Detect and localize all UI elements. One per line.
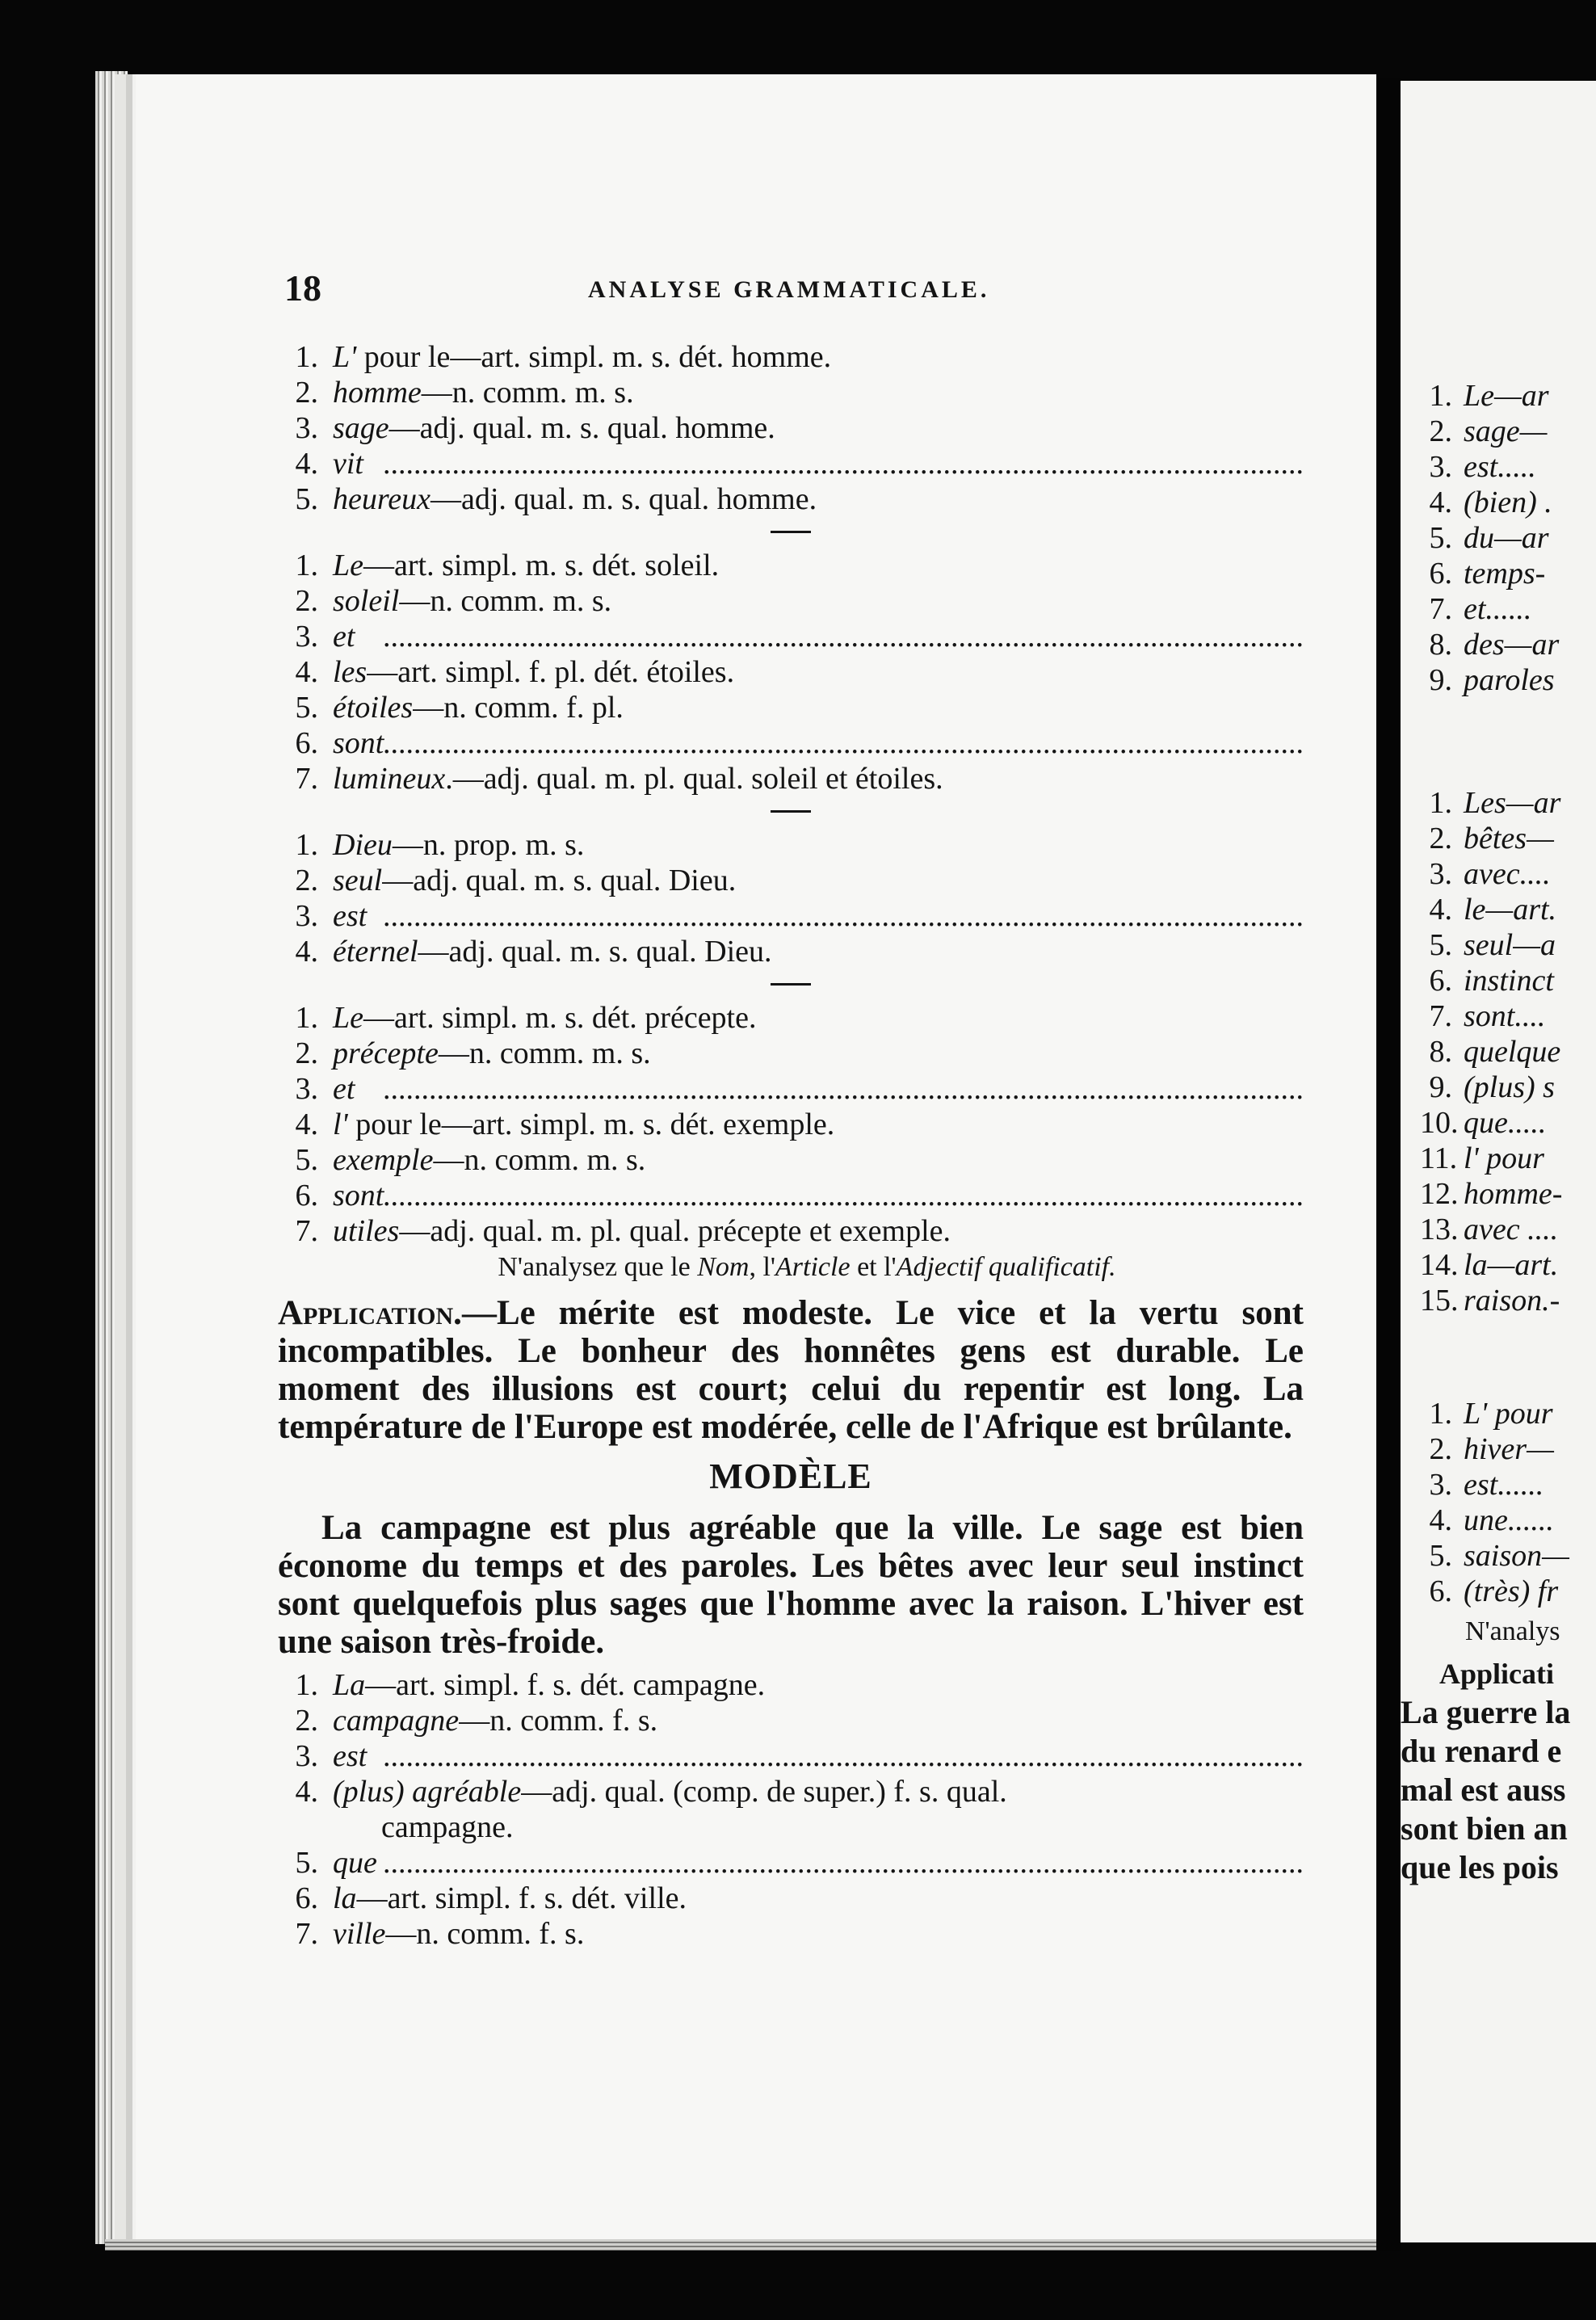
analyzed-word: sage <box>333 411 389 445</box>
right-application-line: mal est auss <box>1401 1772 1566 1808</box>
right-analysis-line <box>1420 1574 1596 1609</box>
analyzed-word: (bien) . <box>1464 485 1552 519</box>
analyzed-word: Le <box>333 1001 363 1035</box>
line-number: 3. <box>1429 450 1452 484</box>
analysis-line <box>278 898 1304 934</box>
analyzed-word: l' pour <box>1464 1141 1544 1175</box>
book-gutter <box>1376 78 1401 2251</box>
right-analysis-line <box>1420 1467 1596 1503</box>
right-analysis-line <box>1420 591 1596 627</box>
line-number: 4. <box>295 655 318 689</box>
word-analysis: —n. comm. f. s. <box>385 1917 585 1951</box>
line-number: 8. <box>1429 628 1452 662</box>
word-analysis: .—adj. qual. m. pl. qual. soleil et étoiles. <box>445 762 943 796</box>
analyzed-word: exemple <box>333 1143 434 1177</box>
analysis-line <box>278 1774 1304 1809</box>
analysis-line <box>278 761 1304 796</box>
right-application-line: Applicati <box>1439 1658 1555 1690</box>
right-analysis-line <box>1420 520 1596 556</box>
analysis-line <box>278 619 1304 654</box>
note-mid1: , l' <box>749 1252 776 1282</box>
analysis-line <box>278 1178 1304 1213</box>
right-page-content <box>1401 378 1596 1887</box>
analysis-line <box>278 1213 1304 1249</box>
line-number: 2. <box>1429 1432 1452 1466</box>
right-analysis-line <box>1420 556 1596 591</box>
line-number: 4. <box>295 447 318 481</box>
line-number: 2. <box>295 376 318 410</box>
right-application-line: La guerre la <box>1401 1694 1571 1730</box>
analyzed-word: bêtes— <box>1464 822 1554 855</box>
page-bottom-edge <box>105 2239 1381 2251</box>
analyzed-word: et...... <box>1464 592 1532 626</box>
analyzed-word: raison.- <box>1464 1284 1560 1318</box>
line-number: 2. <box>1429 822 1452 855</box>
line-number: 4. <box>295 1775 318 1809</box>
analyzed-word: est..... <box>1464 450 1536 484</box>
dot-leader: ........................................................................................................................ <box>383 1739 1304 1773</box>
analysis-line <box>278 827 1304 863</box>
line-number: 1. <box>295 1001 318 1035</box>
analysis-line <box>278 1071 1304 1107</box>
note-article: Article <box>775 1252 850 1282</box>
word-analysis: —art. simpl. m. s. dét. soleil. <box>363 548 720 582</box>
spacer <box>278 1661 1304 1667</box>
word-analysis: —adj. qual. m. s. qual. homme. <box>388 411 775 445</box>
line-number: 1. <box>295 340 318 374</box>
line-number: 5. <box>295 482 318 516</box>
analysis-line <box>278 1667 1304 1703</box>
word-analysis: —adj. qual. m. s. qual. homme. <box>430 482 817 516</box>
line-number: 4. <box>295 1107 318 1141</box>
analyzed-word: utiles <box>333 1214 400 1248</box>
analyzed-word: éternel <box>333 935 418 969</box>
line-number: 3. <box>1429 1468 1452 1502</box>
word-analysis: —n. prop. m. s. <box>392 828 585 862</box>
word-analysis: campagne. <box>381 1810 514 1844</box>
analyzed-word: précepte <box>333 1036 439 1070</box>
dot-leader: ........................................................................................................................ <box>383 726 1304 760</box>
word-analysis: —art. simpl. m. s. dét. précepte. <box>363 1001 757 1035</box>
line-number: 1. <box>1429 786 1452 820</box>
line-number: 6. <box>295 1179 318 1213</box>
analyzed-word: instinct <box>1464 964 1554 998</box>
word-analysis: —n. comm. m. s. <box>399 584 612 618</box>
right-analysis-line <box>1420 892 1596 927</box>
right-analysis-line <box>1420 1034 1596 1070</box>
analyzed-word: Dieu <box>333 828 393 862</box>
analysis-line <box>278 1809 1304 1845</box>
note-prefix: N'analysez que le <box>498 1252 698 1282</box>
analysis-line <box>278 863 1304 898</box>
word-analysis: —n. comm. m. s. <box>438 1036 651 1070</box>
line-number: 6. <box>1429 964 1452 998</box>
analyzed-word: soleil <box>333 584 400 618</box>
analyzed-word: lumineux <box>333 762 446 796</box>
analyzed-word: Le—ar <box>1464 379 1549 413</box>
analyzed-word: vit <box>333 447 363 481</box>
line-number: 3. <box>295 899 318 933</box>
line-number: 1. <box>295 828 318 862</box>
modele-heading: MODÈLE <box>709 1456 872 1496</box>
analyzed-word: les <box>333 655 368 689</box>
section-gap <box>1420 698 1596 785</box>
analyzed-word: heureux <box>333 482 430 516</box>
analysis-line <box>278 548 1304 583</box>
analyzed-word: du—ar <box>1464 521 1549 555</box>
analysis-line <box>278 1142 1304 1178</box>
right-analysis-line <box>1420 821 1596 856</box>
page-number: 18 <box>284 267 321 309</box>
analyzed-word: la—art. <box>1464 1248 1559 1282</box>
analyzed-word: seul <box>333 864 383 897</box>
note-adjectif: Adjectif qualificatif. <box>896 1252 1116 1282</box>
analyzed-word: L' <box>333 340 357 374</box>
analysis-line <box>278 375 1304 410</box>
word-analysis: —art. simpl. f. s. dét. ville. <box>356 1881 687 1915</box>
analyzed-word: sont.... <box>1464 999 1546 1033</box>
right-application-line: du renard e <box>1401 1733 1562 1769</box>
right-analysis-line <box>1420 785 1596 821</box>
right-analysis-line <box>1420 1070 1596 1105</box>
analyzed-word: temps- <box>1464 557 1546 591</box>
line-number: 5. <box>1429 521 1452 555</box>
line-number: 6. <box>1429 1574 1452 1608</box>
section-gap <box>1420 1318 1596 1396</box>
left-page-content <box>278 339 1304 1952</box>
dot-leader: ........................................................................................................................ <box>383 1846 1304 1880</box>
right-analysis-line <box>1420 414 1596 449</box>
right-analysis-line <box>1420 927 1596 963</box>
instruction-note <box>278 1252 1304 1291</box>
right-analysis-line <box>1420 627 1596 662</box>
line-number: 2. <box>295 1036 318 1070</box>
line-number: 1. <box>1429 379 1452 413</box>
line-number: 2. <box>295 1704 318 1738</box>
section-divider <box>771 983 811 986</box>
analyzed-word: Le <box>333 548 363 582</box>
line-number: 8. <box>1429 1035 1452 1069</box>
dot-leader: ........................................................................................................................ <box>383 1179 1304 1213</box>
analyzed-word: que <box>333 1846 377 1880</box>
analysis-line <box>278 446 1304 481</box>
line-number: 7. <box>1429 592 1452 626</box>
word-analysis: pour le—art. simpl. m. s. dét. exemple. <box>347 1107 835 1141</box>
note-mid2: et l' <box>850 1252 897 1282</box>
right-analysis-line <box>1420 1105 1596 1141</box>
application-label: Application. <box>278 1294 462 1332</box>
dot-leader: ........................................................................................................................ <box>383 620 1304 654</box>
analysis-line <box>278 1738 1304 1774</box>
analyzed-word: et <box>333 620 355 654</box>
line-number: 5. <box>1429 928 1452 962</box>
line-number: 1. <box>295 1668 318 1702</box>
word-analysis: —n. comm. f. pl. <box>413 691 624 725</box>
analysis-line <box>278 1845 1304 1881</box>
analyzed-word: est <box>333 899 368 933</box>
analyzed-word: hiver— <box>1464 1432 1554 1466</box>
line-number: 9. <box>1429 1070 1452 1104</box>
right-analysis-line <box>1420 1141 1596 1176</box>
word-analysis: pour le—art. simpl. m. s. dét. homme. <box>356 340 832 374</box>
analyzed-word: (très) fr <box>1464 1574 1559 1608</box>
analysis-line <box>278 725 1304 761</box>
line-number: 4. <box>1429 485 1452 519</box>
line-number: 4. <box>295 935 318 969</box>
modele-paragraph: La campagne est plus agréable que la ville. Le sage est bien économe du temps et des paroles. Les bêtes avec leur seul instinct sont quelquefois plus sages que l'homme avec la raison. L'hiver est une saison très-froide. <box>278 1509 1304 1661</box>
analysis-line <box>278 690 1304 725</box>
line-number: 3. <box>295 1072 318 1106</box>
analyzed-word: et <box>333 1072 355 1106</box>
analyzed-word: sage— <box>1464 414 1548 448</box>
right-analysis-line <box>1420 485 1596 520</box>
word-analysis: —art. simpl. f. s. dét. campagne. <box>365 1668 766 1702</box>
analyzed-word: est <box>333 1739 368 1773</box>
running-title: ANALYSE GRAMMATICALE. <box>588 276 990 303</box>
line-number: 5. <box>295 1143 318 1177</box>
analysis-line <box>278 934 1304 969</box>
analysis-line <box>278 1703 1304 1738</box>
analyzed-word: la <box>333 1881 357 1915</box>
line-number: 2. <box>295 584 318 618</box>
line-number: 15. <box>1420 1284 1459 1318</box>
analyzed-word: le—art. <box>1464 893 1557 927</box>
line-number: 6. <box>295 726 318 760</box>
line-number: 13. <box>1420 1213 1459 1246</box>
line-number: 10. <box>1420 1106 1459 1140</box>
word-analysis: —n. comm. m. s. <box>421 376 634 410</box>
analyzed-word: sont <box>333 1179 384 1213</box>
line-number: 1. <box>1429 1397 1452 1431</box>
analysis-line <box>278 1881 1304 1916</box>
line-number: 2. <box>295 864 318 897</box>
analyzed-word: homme <box>333 376 422 410</box>
right-instruction-note: N'analys <box>1465 1616 1560 1646</box>
analyzed-word: sont <box>333 726 384 760</box>
section-divider <box>771 810 811 813</box>
word-analysis: —n. comm. f. s. <box>459 1704 658 1738</box>
analysis-line <box>278 654 1304 690</box>
application-paragraph <box>278 1294 1304 1446</box>
analyzed-word: avec.... <box>1464 857 1551 891</box>
dot-leader: ........................................................................................................................ <box>383 447 1304 481</box>
right-analysis-line <box>1420 449 1596 485</box>
analysis-line <box>278 1107 1304 1142</box>
right-application-line: sont bien an <box>1401 1810 1568 1847</box>
line-number: 3. <box>295 411 318 445</box>
right-analysis-line <box>1420 998 1596 1034</box>
line-number: 5. <box>1429 1539 1452 1573</box>
analysis-line <box>278 1916 1304 1952</box>
word-analysis: —adj. qual. m. s. qual. Dieu. <box>418 935 772 969</box>
section-divider <box>771 531 811 533</box>
analyzed-word: (plus) agréable <box>333 1775 522 1809</box>
analyzed-word: une...... <box>1464 1503 1554 1537</box>
analyzed-word: que..... <box>1464 1106 1547 1140</box>
analyzed-word: campagne <box>333 1704 460 1738</box>
right-analysis-line <box>1420 1431 1596 1467</box>
analysis-line <box>278 1000 1304 1036</box>
right-analysis-line <box>1420 1212 1596 1247</box>
analyzed-word: ville <box>333 1917 386 1951</box>
analyzed-word: avec .... <box>1464 1213 1559 1246</box>
note-nom: Nom <box>697 1252 750 1282</box>
right-analysis-line <box>1420 662 1596 698</box>
analyzed-word: est...... <box>1464 1468 1544 1502</box>
application-text: —Le mérite est modeste. Le vice et la vertu sont incompatibles. Le bonheur des honnêtes gens est durable. Le moment des illusions est court; celui du repentir est long. La température de l'Europe est modérée, celle de l'Afrique est brûlante. <box>278 1294 1304 1446</box>
right-page <box>1401 81 1596 2242</box>
word-analysis: —n. comm. m. s. <box>433 1143 646 1177</box>
right-analysis-line <box>1420 856 1596 892</box>
analyzed-word: homme- <box>1464 1177 1563 1211</box>
right-analysis-line <box>1420 963 1596 998</box>
word-analysis: —adj. qual. m. s. qual. Dieu. <box>382 864 737 897</box>
line-number: 4. <box>1429 1503 1452 1537</box>
analyzed-word: saison— <box>1464 1539 1569 1573</box>
dot-leader: ........................................................................................................................ <box>383 1072 1304 1106</box>
right-analysis-line <box>1420 1538 1596 1574</box>
line-number: 2. <box>1429 414 1452 448</box>
word-analysis: —adj. qual. (comp. de super.) f. s. qual. <box>521 1775 1007 1809</box>
line-number: 3. <box>1429 857 1452 891</box>
word-analysis: —art. simpl. f. pl. dét. étoiles. <box>367 655 735 689</box>
analyzed-word: paroles <box>1464 663 1555 697</box>
analyzed-word: La <box>333 1668 366 1702</box>
right-analysis-line <box>1420 378 1596 414</box>
analyzed-word: (plus) s <box>1464 1070 1555 1104</box>
line-number: 1. <box>295 548 318 582</box>
right-analysis-line <box>1420 1396 1596 1431</box>
line-number: 7. <box>295 1214 318 1248</box>
line-number: 3. <box>295 1739 318 1773</box>
line-number: 12. <box>1420 1177 1459 1211</box>
analysis-line <box>278 583 1304 619</box>
analyzed-word: quelque <box>1464 1035 1561 1069</box>
line-number: 11. <box>1420 1141 1458 1175</box>
right-application-line: que les pois <box>1401 1849 1559 1885</box>
analyzed-word: des—ar <box>1464 628 1560 662</box>
line-number: 6. <box>295 1881 318 1915</box>
analyzed-word: Les—ar <box>1464 786 1561 820</box>
right-analysis-line <box>1420 1283 1596 1318</box>
line-number: 4. <box>1429 893 1452 927</box>
right-analysis-line <box>1420 1247 1596 1283</box>
line-number: 5. <box>295 691 318 725</box>
word-analysis: —adj. qual. m. pl. qual. précepte et exemple. <box>399 1214 951 1248</box>
analyzed-word: seul—a <box>1464 928 1556 962</box>
analysis-line <box>278 481 1304 517</box>
analysis-line <box>278 410 1304 446</box>
line-number: 7. <box>295 1917 318 1951</box>
line-number: 9. <box>1429 663 1452 697</box>
analysis-line <box>278 339 1304 375</box>
line-number: 14. <box>1420 1248 1459 1282</box>
line-number: 7. <box>295 762 318 796</box>
line-number: 5. <box>295 1846 318 1880</box>
analyzed-word: étoiles <box>333 691 414 725</box>
line-number: 7. <box>1429 999 1452 1033</box>
right-analysis-line <box>1420 1176 1596 1212</box>
right-analysis-line <box>1420 1503 1596 1538</box>
line-number: 3. <box>295 620 318 654</box>
analysis-line <box>278 1036 1304 1071</box>
analyzed-word: L' pour <box>1464 1397 1553 1431</box>
analyzed-word: l' <box>333 1107 348 1141</box>
line-number: 6. <box>1429 557 1452 591</box>
dot-leader: ........................................................................................................................ <box>383 899 1304 933</box>
